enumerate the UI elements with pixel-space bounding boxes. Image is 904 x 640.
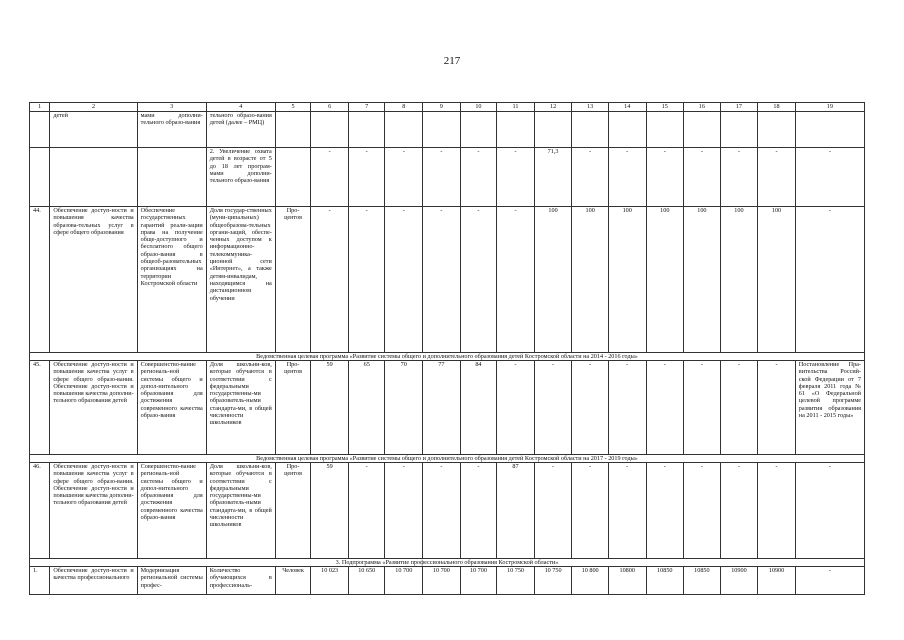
column-header: 13 — [572, 103, 609, 112]
value-cell: 10 750 — [534, 567, 572, 595]
value-cell: 10 700 — [385, 567, 423, 595]
value-cell: 10800 — [608, 567, 646, 595]
value-cell: - — [646, 361, 684, 455]
value-cell: 10 800 — [572, 567, 609, 595]
value-cell: 10850 — [684, 567, 721, 595]
value-cell: - — [684, 463, 721, 559]
column-header: 1 — [30, 103, 50, 112]
value-cell: - — [385, 463, 423, 559]
indicators-table — [29, 102, 865, 595]
table-row: 46. Обеспечение доступ-ности и повышения качества услуг в сфере общего образо-вания. Обеспечение доступ-ности и повышения качества дополни-тельного образования детей Совершенство-вание региональ-ной системы общего и допол-нительного образования для достижения современного качества образо-вания Доля школьни-ков, которые обучаются в соответствии с федеральными государственны-ми образователь-ными стандарта-ми, в общей численности школьников Про-центов 59 - - - - 87 - - - - - - - - — [30, 463, 865, 559]
value-cell: - — [497, 207, 535, 353]
value-cell: 59 — [311, 361, 349, 455]
column-header: 10 — [460, 103, 497, 112]
value-cell: 70 — [385, 361, 423, 455]
column-header: 18 — [758, 103, 796, 112]
value-cell: - — [684, 361, 721, 455]
value-cell: 87 — [497, 463, 535, 559]
value-cell: - — [423, 207, 461, 353]
value-cell: 59 — [311, 463, 349, 559]
table-row: 45. Обеспечение доступ-ности и повышения качества услуг в сфере общего образо-вания. Обеспечение доступ-ности и повышения качества дополни-тельного образования детей Совершенство-вание региональ-ной системы общего и допол-нительного образования для достижения современного качества образо-вания Доля школьни-ков, которые обучаются в соответствии с федеральными государственны-ми образователь-ными стандарта-ми, в общей численности школьников Про-центов 59 65 70 77 84 - - - - - - - - Постановление Пра-вительства Россий-ской Федерации от 7 февраля 2011 года № 61 «О Федеральной целевой программе развития образования на 2011 - 2015 годы» — [30, 361, 865, 455]
value-cell: - — [720, 148, 758, 207]
value-cell: - — [348, 148, 385, 207]
value-cell: 10 650 — [348, 567, 385, 595]
column-header: 6 — [311, 103, 349, 112]
basis-cell: - — [795, 463, 864, 559]
value-cell: 10 750 — [497, 567, 535, 595]
section-row — [30, 455, 865, 463]
value-cell: 100 — [720, 207, 758, 353]
value-cell: - — [572, 148, 609, 207]
value-cell: - — [646, 463, 684, 559]
value-cell: 10 023 — [311, 567, 349, 595]
value-cell: 10 700 — [460, 567, 497, 595]
basis-cell: - — [795, 148, 864, 207]
table-row: детей мами дополни-тельного образо-вания тельного образо-вания детей (далее – РМЦ) — [30, 112, 865, 148]
table-row: 2. Увеличение охвата детей в возрасте от 5 до 18 лет програм-мами дополни-тельного образо-вания - - - - - - 71,3 - - - - - - - — [30, 148, 865, 207]
value-cell: - — [460, 148, 497, 207]
section-title: Ведомственная целевая программа «Развитие системы общего и дополнительного образования детей Костромской области на 2014 - 2016 годы» — [30, 353, 865, 361]
column-header: 11 — [497, 103, 535, 112]
page-number: 217 — [443, 55, 461, 67]
value-cell: - — [460, 207, 497, 353]
column-header: 9 — [423, 103, 461, 112]
value-cell: - — [497, 361, 535, 455]
value-cell: - — [385, 148, 423, 207]
value-cell: - — [758, 148, 796, 207]
value-cell: - — [348, 463, 385, 559]
column-header: 14 — [608, 103, 646, 112]
value-cell: - — [646, 148, 684, 207]
value-cell: 100 — [572, 207, 609, 353]
column-header: 19 — [795, 103, 864, 112]
value-cell: 71,3 — [534, 148, 572, 207]
table-row: 1. Обеспечение доступ-ности и качества профессионального Модернизация региональной системы профес- Количество обучающихся в профессиональ- Человек 10 023 10 650 10 700 10 700 10 700 10 750 10 750 10 800 10800 10850 10850 10900 10900 - — [30, 567, 865, 595]
value-cell: 100 — [608, 207, 646, 353]
value-cell: - — [534, 361, 572, 455]
value-cell: - — [758, 361, 796, 455]
value-cell: - — [684, 148, 721, 207]
value-cell: - — [608, 361, 646, 455]
section-title: 3. Подпрограмма «Развитие профессионального образования Костромской области» — [30, 559, 865, 567]
value-cell: - — [608, 148, 646, 207]
value-cell: 100 — [534, 207, 572, 353]
basis-cell: Постановление Пра-вительства Россий-ской Федерации от 7 февраля 2011 года № 61 «О Федеральной целевой программе развития образования на 2011 - 2015 годы» — [795, 361, 864, 455]
column-header: 2 — [50, 103, 137, 112]
column-header: 8 — [385, 103, 423, 112]
value-cell: 10 700 — [423, 567, 461, 595]
value-cell: - — [423, 148, 461, 207]
column-header: 15 — [646, 103, 684, 112]
table-row: 44. Обеспечение доступ-ности и повышения качества образова-тельных услуг в сфере общего образования Обеспечение государственных гарантий реали-зации права на получение обще-доступного и бесплатного общего образо-вания в общеоб-разовательных организациях на территории Костромской области Доля государ-ственных (муни-ципальных) общеобразова-тельных органи-заций, обеспе-ченных доступом к информационно-телекоммуника-ционной сети «Интернет», а также детям-инвалидам, находящимся на дистанционном обучении Про-центов - - - - - - 100 100 100 100 100 100 100 - — [30, 207, 865, 353]
section-row — [30, 353, 865, 361]
value-cell: - — [608, 463, 646, 559]
value-cell: - — [572, 361, 609, 455]
value-cell: - — [534, 463, 572, 559]
value-cell: 100 — [684, 207, 721, 353]
value-cell: 77 — [423, 361, 461, 455]
section-title: Ведомственная целевая программа «Развитие системы общего и дополнительного образования детей Костромской области на 2017 - 2019 годы» — [30, 455, 865, 463]
column-header: 16 — [684, 103, 721, 112]
column-header: 3 — [137, 103, 206, 112]
value-cell: - — [572, 463, 609, 559]
header-row — [30, 103, 865, 112]
value-cell: 10850 — [646, 567, 684, 595]
value-cell: 65 — [348, 361, 385, 455]
column-header: 5 — [275, 103, 311, 112]
value-cell: - — [460, 463, 497, 559]
value-cell: - — [758, 463, 796, 559]
value-cell: 100 — [646, 207, 684, 353]
column-header: 17 — [720, 103, 758, 112]
value-cell: 10900 — [720, 567, 758, 595]
value-cell: - — [423, 463, 461, 559]
value-cell: 10900 — [758, 567, 796, 595]
column-header: 4 — [206, 103, 275, 112]
section-row — [30, 559, 865, 567]
value-cell: - — [348, 207, 385, 353]
basis-cell: - — [795, 567, 864, 595]
value-cell: - — [311, 207, 349, 353]
value-cell: - — [720, 361, 758, 455]
value-cell: - — [311, 148, 349, 207]
column-header: 7 — [348, 103, 385, 112]
value-cell: - — [720, 463, 758, 559]
column-header: 12 — [534, 103, 572, 112]
value-cell: - — [385, 207, 423, 353]
value-cell: - — [497, 148, 535, 207]
value-cell: 100 — [758, 207, 796, 353]
basis-cell: - — [795, 207, 864, 353]
value-cell: 84 — [460, 361, 497, 455]
